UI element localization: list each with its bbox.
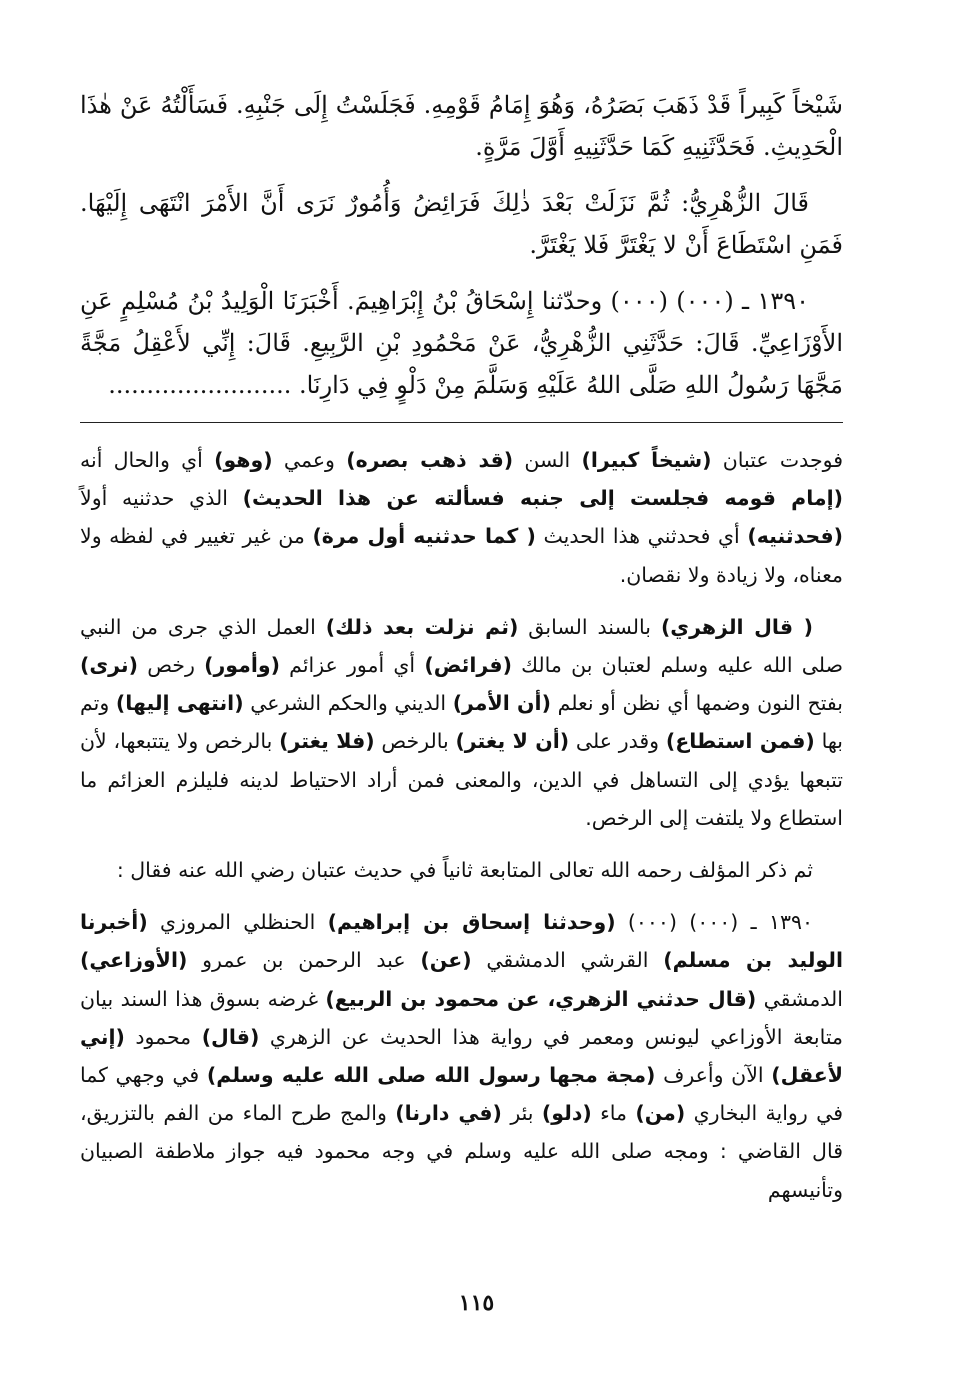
- commentary-text: القرشي الدمشقي: [471, 948, 664, 973]
- commentary-text: ماء: [591, 1101, 636, 1126]
- commentary-quote: (في دارنا): [395, 1101, 502, 1126]
- commentary-quote: (إمام قومه فجلست إلى جنبه فسألته عن هذا الحديث): [242, 486, 843, 511]
- commentary-paragraph-3: ثم ذكر المؤلف رحمه الله تعالى المتابعة ثانياً في حديث عتبان رضي الله عنه فقال :: [116, 858, 813, 883]
- commentary-text: الدمشقي: [756, 986, 844, 1011]
- book-page: [80, 84, 843, 1223]
- hadith-3-text: ١٣٩٠ ـ (٠٠٠) (٠٠٠) وحدّثنا إِسْحَاقُ بْنُ إِبْرَاهِيمَ. أَخْبَرَنَا الْوَلِيدُ بْنُ مُسْلِمٍ عَنِ الأَوْزَاعِيِّ. قَالَ: حَدَّثَنِي الزُّهْرِيُّ، عَنْ مَحْمُودِ بْنِ الرَّبِيعِ. قَالَ: إِنِّي لأَعْقِلُ مَجَّةً مَجَّهَا رَسُولُ اللهِ صَلَّى اللهُ عَلَيْهِ وَسَلَّمَ مِنْ دَلْوٍ فِي دَارِنَا.: [80, 287, 843, 399]
- commentary-quote: (عن): [420, 948, 472, 973]
- hadith-paragraph-2: قَالَ الزُّهْرِيُّ: ثُمَّ نَزَلَتْ بَعْدَ ذٰلِكَ فَرَائِضُ وَأُمُورٌ نَرَى أَنَّ الأَمْرَ انْتَهَى إِلَيْهَا. فَمَنِ اسْتَطَاعَ أَنْ لا يَغْتَرَّ فَلا يَغْتَرَّ.: [80, 189, 843, 259]
- commentary-text: بالرخص ولا يتتبعها، لأن تتبعها يؤدي إلى التساهل في الدين، والمعنى فمن أراد الاحتياط لدينه فليلزم العزائم ما استطاع ولا يلتفت إلى الرخص.: [80, 729, 843, 830]
- commentary-text: في وجهي كما في رواية البخاري: [80, 1063, 843, 1126]
- commentary-paragraph-1: [80, 441, 843, 594]
- commentary-text: وتم بها: [80, 691, 843, 754]
- commentary-quote: (وأمور): [204, 653, 280, 678]
- commentary-quote: ( قال الزهري): [660, 614, 813, 639]
- commentary-text: بفتح النون وضمها أي نظن أو نعلم: [550, 691, 843, 716]
- commentary-quote: (أن الأمر): [452, 691, 551, 716]
- commentary-quote: (نرى): [80, 653, 138, 678]
- commentary-quote: (إني لأعقل): [80, 1024, 843, 1088]
- commentary-quote: (فلا يغتر): [279, 729, 375, 754]
- commentary: [80, 441, 843, 1209]
- commentary-text: بالسند السابق: [518, 614, 661, 639]
- commentary-text: بالرخص: [374, 729, 456, 754]
- commentary-text: عبد الرحمن بن عمرو: [187, 948, 421, 973]
- commentary-quote: (قال حدثني الزهري، عن محمود بن الربيع): [325, 986, 757, 1011]
- commentary-text: والمج طرح الماء من الفم بالتزريق، قال القاضي : ومجه صلى الله عليه وسلم في وجه محمود فيه جواز ملاطفة الصبيان وتأنيسهم: [80, 1101, 843, 1202]
- commentary-text: الآن وأعرف: [655, 1063, 772, 1088]
- commentary-text: محمود: [124, 1024, 202, 1049]
- commentary-text: ١٣٩٠ ـ (٠٠٠) (٠٠٠): [615, 910, 813, 935]
- commentary-quote: (أخبرنا الوليد بن مسلم): [80, 910, 843, 973]
- commentary-quote: (فمن استطاع): [665, 729, 815, 754]
- commentary-quote: (وهو): [214, 448, 273, 472]
- footnote-divider: [80, 422, 843, 423]
- commentary-text: رخص: [137, 653, 205, 678]
- commentary-quote: (دلو): [541, 1101, 592, 1126]
- commentary-text: فوجدت عتبان: [711, 448, 844, 472]
- commentary-text: السن: [513, 448, 582, 472]
- commentary-text: الحنظلي المروزي: [147, 910, 328, 935]
- commentary-quote: (قد ذهب بصره): [346, 448, 514, 472]
- commentary-text: الديني والحكم الشرعي: [243, 691, 453, 716]
- commentary-quote: (شيخاً كبيرا): [581, 448, 712, 472]
- commentary-text: الذي حدثنيه أولاً: [80, 486, 243, 511]
- commentary-text: من غير تغيير في لفظه ولا معناه، ولا زيادة ولا نقصان.: [80, 524, 843, 587]
- commentary-quote: (فحدثنيه): [747, 524, 843, 549]
- commentary-quote: (مجة مجها رسول الله صلى الله عليه وسلم): [206, 1063, 656, 1088]
- commentary-text: غرضه بسوق هذا السند بيان متابعة الأوزاعي ليونس ومعمر في رواية هذا الحديث عن الزهري: [80, 986, 843, 1049]
- commentary-quote: (من): [635, 1101, 686, 1126]
- commentary-text: أي فحدثني هذا الحديث: [535, 524, 748, 549]
- commentary-paragraph-2: [80, 608, 843, 837]
- commentary-text: وقدر على: [569, 729, 666, 754]
- commentary-quote: (وحدثنا إسحاق بن إبراهيم): [327, 910, 616, 935]
- commentary-quote: (الأوزاعي): [80, 948, 188, 973]
- commentary-quote: ( كما حدثنيه أول مرة): [312, 524, 536, 549]
- commentary-quote: (فرائض): [424, 653, 512, 678]
- ellipsis-dots: ........................: [108, 371, 292, 399]
- page-number: ١١٥: [458, 1290, 495, 1316]
- commentary-text: أي أمور عزائم: [279, 653, 425, 678]
- hadith-paragraph-1: شَيْخاً كَبِيراً قَدْ ذَهَبَ بَصَرُهُ، وَهُوَ إِمَامُ قَوْمِهِ. فَجَلَسْتُ إِلَى جَنْبِهِ. فَسَأَلْتُهُ عَنْ هٰذَا الْحَدِيثِ. فَحَدَّثَنِيهِ كَمَا حَدَّثَنِيهِ أَوَّلَ مَرَّةٍ.: [80, 91, 843, 161]
- hadith-paragraph-3: [80, 280, 843, 406]
- hadith-text: [80, 84, 843, 406]
- commentary-quote: (انتهى إليها): [115, 691, 244, 716]
- commentary-quote: (قال): [201, 1024, 260, 1049]
- commentary-text: أي والحال أنه: [80, 448, 215, 472]
- commentary-text: بئر: [501, 1101, 542, 1126]
- commentary-text: وعمي: [272, 448, 347, 472]
- commentary-paragraph-4: [80, 903, 843, 1209]
- commentary-text: العمل الذي جرى من النبي صلى الله عليه وسلم لعتبان بن مالك: [80, 614, 844, 678]
- commentary-quote: (أن لا يغتر): [455, 729, 570, 754]
- commentary-quote: (ثم نزلت بعد ذلك): [325, 614, 519, 639]
